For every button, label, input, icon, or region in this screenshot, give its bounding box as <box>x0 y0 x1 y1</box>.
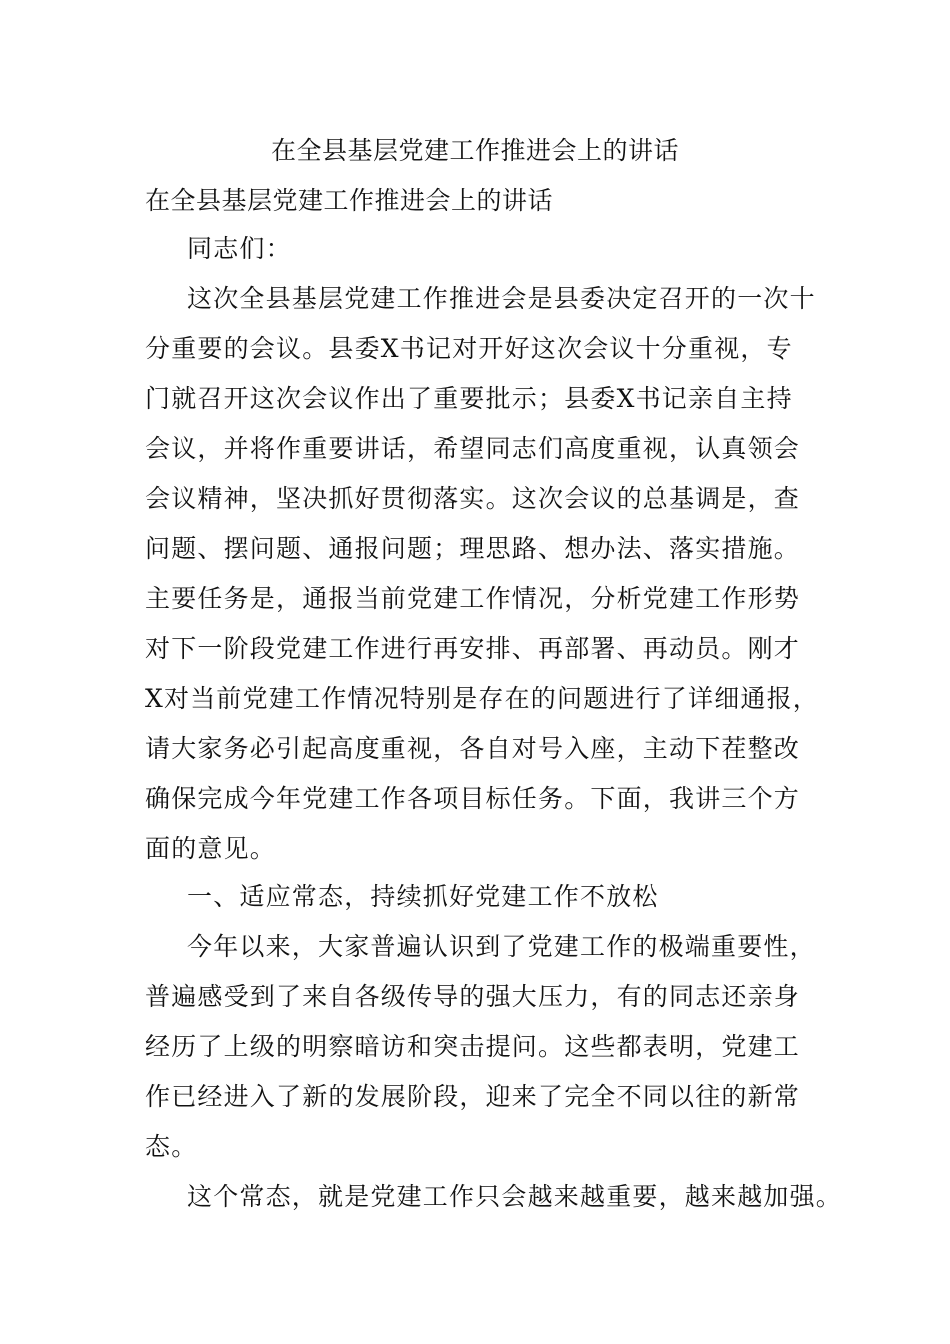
paragraph-line: 普遍感受到了来自各级传导的强大压力，有的同志还亲身 <box>145 982 801 1011</box>
paragraph-line: 今年以来，大家普遍认识到了党建工作的极端重要性， <box>187 932 816 961</box>
paragraph-line: 对下一阶段党建工作进行再安排、再部署、再动员。刚才 <box>145 634 801 663</box>
paragraph-line: 作已经进入了新的发展阶段，迎来了完全不同以往的新常 <box>145 1082 801 1111</box>
paragraph-line: 确保完成今年党建工作各项目标任务。下面，我讲三个方 <box>145 784 801 813</box>
document-title: 在全县基层党建工作推进会上的讲话 <box>270 136 679 165</box>
paragraph-line: 门就召开这次会议作出了重要批示；县委X书记亲自主持 <box>145 384 793 413</box>
paragraph-line: 会议，并将作重要讲话，希望同志们高度重视，认真领会 <box>145 434 801 463</box>
paragraph-line: 面的意见。 <box>145 834 277 863</box>
paragraph-line: 分重要的会议。县委X书记对开好这次会议十分重视，专 <box>145 334 793 363</box>
salutation: 同志们： <box>187 234 292 263</box>
paragraph-line: 请大家务必引起高度重视，各自对号入座，主动下茬整改 <box>145 734 801 763</box>
paragraph-line: 经历了上级的明察暗访和突击提问。这些都表明，党建工 <box>145 1032 801 1061</box>
paragraph-line: 这次全县基层党建工作推进会是县委决定召开的一次十 <box>187 284 816 313</box>
paragraph-line: 态。 <box>145 1132 198 1161</box>
document-subtitle: 在全县基层党建工作推进会上的讲话 <box>145 186 554 215</box>
paragraph-line: 问题、摆问题、通报问题；理思路、想办法、落实措施。 <box>145 534 801 563</box>
paragraph-line: X对当前党建工作情况特别是存在的问题进行了详细通报， <box>145 684 820 713</box>
section-heading: 一、适应常态，持续抓好党建工作不放松 <box>187 882 659 911</box>
paragraph-line: 这个常态，就是党建工作只会越来越重要，越来越加强。 <box>187 1182 843 1211</box>
paragraph-line: 主要任务是，通报当前党建工作情况，分析党建工作形势 <box>145 584 801 613</box>
paragraph-line: 会议精神，坚决抓好贯彻落实。这次会议的总基调是，查 <box>145 484 801 513</box>
